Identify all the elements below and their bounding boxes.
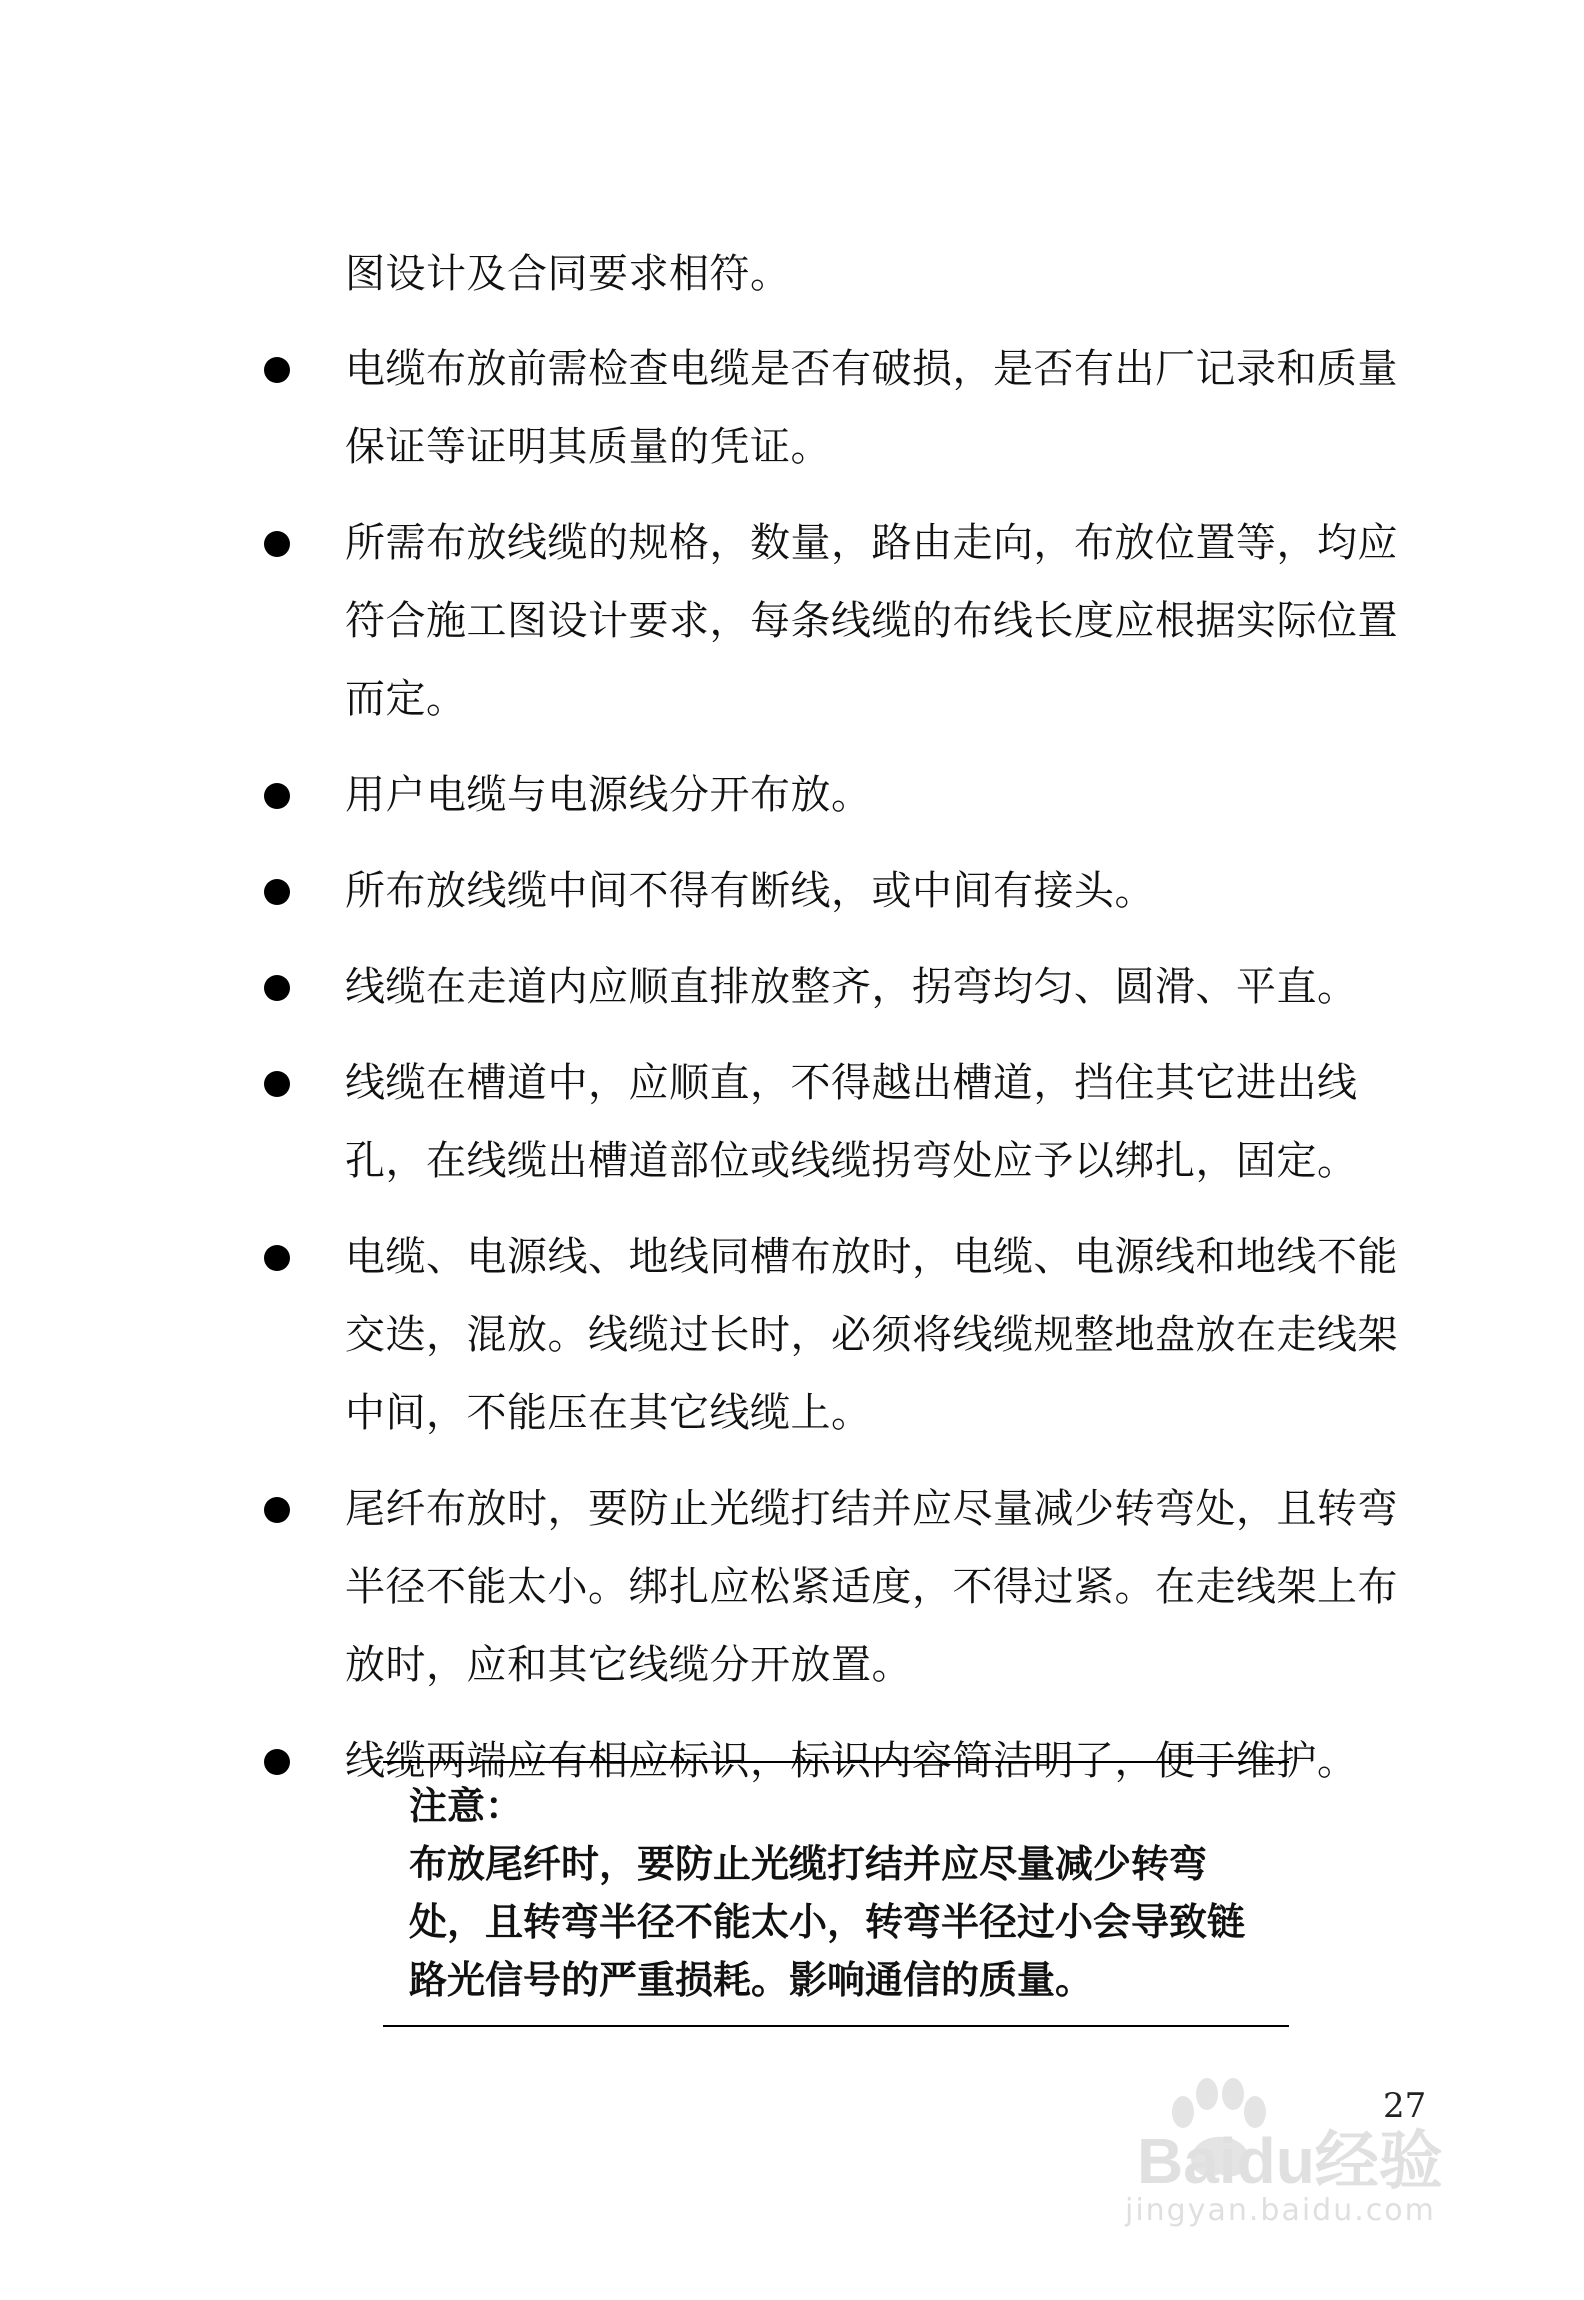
bullet-text: 线缆在槽道中，应顺直，不得越出槽道，挡住其它进出线孔，在线缆出槽道部位或线缆拐弯处应予以绑扎，固定。	[345, 1060, 1358, 1184]
bullet-icon	[264, 879, 290, 905]
bullet-icon	[264, 1749, 290, 1775]
bullet-item	[0, 852, 1584, 930]
note-title: 注意：	[409, 1784, 524, 1828]
bullet-icon	[264, 1497, 290, 1523]
bullet-text: 用户电缆与电源线分开布放。	[345, 772, 872, 818]
bullet-icon	[264, 357, 290, 383]
bullet-list	[0, 330, 1584, 1818]
bullet-item	[0, 756, 1584, 834]
bullet-text: 所需布放线缆的规格，数量，路由走向，布放位置等，均应符合施工图设计要求，每条线缆的布线长度应根据实际位置而定。	[345, 520, 1398, 722]
bullet-text: 所布放线缆中间不得有断线，或中间有接头。	[345, 868, 1155, 914]
svg-text:Baidu经验: Baidu经验	[1137, 2125, 1443, 2197]
bullet-item	[0, 330, 1584, 486]
baidu-watermark	[1125, 2050, 1505, 2280]
continuation-paragraph: 图设计及合同要求相符。	[345, 251, 791, 297]
watermark-url: jingyan.baidu.com	[1125, 2193, 1436, 2228]
bullet-icon	[264, 783, 290, 809]
bullet-text: 线缆两端应有相应标识，标识内容简洁明了，便于维护。	[345, 1738, 1358, 1784]
bullet-item	[0, 504, 1584, 738]
bullet-text: 线缆在走道内应顺直排放整齐，拐弯均匀、圆滑、平直。	[345, 964, 1358, 1010]
bullet-icon	[264, 531, 290, 557]
bullet-item	[0, 948, 1584, 1026]
bullet-text: 电缆、电源线、地线同槽布放时，电缆、电源线和地线不能交迭，混放。线缆过长时，必须将线缆规整地盘放在走线架中间，不能压在其它线缆上。	[345, 1234, 1398, 1436]
bullet-icon	[264, 1071, 290, 1097]
bullet-icon	[264, 975, 290, 1001]
bullet-item	[0, 1044, 1584, 1200]
bullet-item	[0, 1470, 1584, 1704]
baidu-paw-logo-icon	[1125, 2050, 1505, 2280]
note-box	[383, 1761, 1289, 2027]
bullet-text: 尾纤布放时，要防止光缆打结并应尽量减少转弯处，且转弯半径不能太小。绑扎应松紧适度，不得过紧。在走线架上布放时，应和其它线缆分开放置。	[345, 1486, 1398, 1688]
note-body: 布放尾纤时，要防止光缆打结并应尽量减少转弯处，且转弯半径不能太小，转弯半径过小会导致链路光信号的严重损耗。影响通信的质量。	[409, 1842, 1246, 2002]
bullet-text: 电缆布放前需检查电缆是否有破损，是否有出厂记录和质量保证等证明其质量的凭证。	[345, 346, 1398, 470]
bullet-item	[0, 1218, 1584, 1452]
page-number: 27	[1383, 2086, 1427, 2126]
bullet-icon	[264, 1245, 290, 1271]
